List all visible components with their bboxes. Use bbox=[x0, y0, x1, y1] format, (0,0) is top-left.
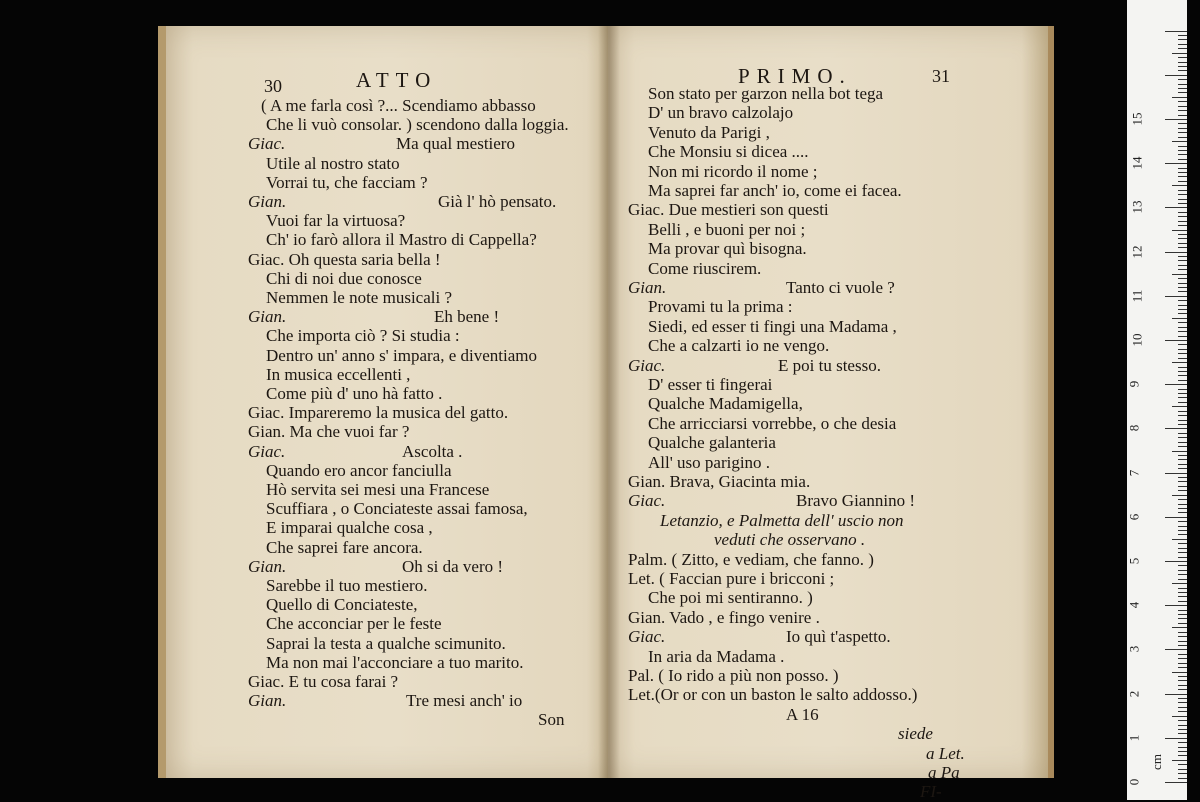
ruler-tick bbox=[1178, 557, 1187, 558]
ruler-tick bbox=[1178, 327, 1187, 328]
ruler-tick bbox=[1178, 397, 1187, 398]
text-line: Che a calzarti io ne vengo. bbox=[648, 336, 830, 356]
text-line: Vuoi far la virtuosa? bbox=[266, 211, 406, 231]
ruler-tick bbox=[1172, 185, 1187, 186]
ruler-number: 0 bbox=[1126, 778, 1142, 786]
ruler-tick bbox=[1178, 238, 1187, 239]
ruler-tick bbox=[1178, 446, 1187, 447]
ruler-tick bbox=[1178, 596, 1187, 597]
ruler-tick bbox=[1178, 291, 1187, 292]
ruler-tick bbox=[1178, 199, 1187, 200]
ruler-tick bbox=[1178, 88, 1187, 89]
ruler-tick bbox=[1178, 610, 1187, 611]
ruler-tick bbox=[1172, 583, 1187, 584]
text-line: Quando ero ancor fanciulla bbox=[266, 460, 452, 480]
ruler-tick bbox=[1165, 694, 1187, 695]
ruler-number: 12 bbox=[1129, 245, 1145, 259]
ruler-tick bbox=[1172, 274, 1187, 275]
text-line: Giac. bbox=[248, 441, 286, 461]
ruler-tick bbox=[1165, 517, 1187, 518]
page-number: 30 bbox=[264, 76, 282, 96]
ruler-tick bbox=[1165, 428, 1187, 429]
text-line: Bravo Giannino ! bbox=[796, 491, 915, 511]
ruler-tick bbox=[1178, 526, 1187, 527]
ruler-tick bbox=[1178, 641, 1187, 642]
text-line: Gian. bbox=[248, 691, 287, 711]
ruler-tick bbox=[1178, 729, 1187, 730]
ruler-tick bbox=[1178, 579, 1187, 580]
ruler-tick bbox=[1172, 716, 1187, 717]
ruler-tick bbox=[1172, 495, 1187, 496]
ruler-tick bbox=[1178, 490, 1187, 491]
text-line: Venuto da Parigi , bbox=[648, 122, 770, 142]
text-line: Come riuscirem. bbox=[648, 258, 762, 278]
ruler-tick bbox=[1178, 287, 1187, 288]
ruler-tick bbox=[1178, 168, 1187, 169]
ruler-tick bbox=[1178, 751, 1187, 752]
text-line: D' un bravo calzolajo bbox=[648, 103, 794, 123]
ruler-tick bbox=[1165, 649, 1187, 650]
ruler-tick bbox=[1178, 725, 1187, 726]
text-line: Non mi ricordo il nome ; bbox=[648, 161, 818, 181]
ruler-tick bbox=[1178, 574, 1187, 575]
ruler-tick bbox=[1178, 592, 1187, 593]
ruler-tick bbox=[1178, 534, 1187, 535]
text-line: In musica eccellenti , bbox=[266, 364, 411, 384]
ruler-tick bbox=[1178, 70, 1187, 71]
ruler-tick bbox=[1172, 406, 1187, 407]
text-line: Io quì t'aspetto. bbox=[786, 627, 891, 647]
text-line: D' esser ti fingerai bbox=[648, 375, 773, 394]
ruler-tick bbox=[1178, 176, 1187, 177]
ruler-tick bbox=[1178, 680, 1187, 681]
running-header: PRIMO. bbox=[738, 64, 852, 88]
text-line: Tre mesi anch' io bbox=[406, 691, 523, 711]
ruler-tick bbox=[1178, 106, 1187, 107]
ruler-tick bbox=[1178, 247, 1187, 248]
ruler-tick bbox=[1178, 101, 1187, 102]
ruler-number: 6 bbox=[1126, 513, 1142, 521]
text-line: Let. ( Faccian pure i bricconi ; bbox=[628, 569, 835, 588]
text-line: Che arricciarsi vorrebbe, o che desia bbox=[648, 413, 897, 433]
ruler-tick bbox=[1178, 389, 1187, 390]
text-line: Pal. ( Io rido a più non posso. ) bbox=[628, 666, 839, 685]
ruler-tick bbox=[1178, 123, 1187, 124]
text-line: Dentro un' anno s' impara, e diventiamo bbox=[266, 345, 537, 365]
ruler-tick bbox=[1178, 764, 1187, 765]
text-line: Che poi mi sentiranno. ) bbox=[648, 588, 813, 608]
side-note: FI- bbox=[920, 782, 942, 802]
text-line: Ch' io farò allora il Mastro di Cappella? bbox=[266, 230, 537, 250]
ruler-tick bbox=[1178, 552, 1187, 553]
ruler-tick bbox=[1178, 154, 1187, 155]
text-line: Che acconciar per le feste bbox=[266, 614, 442, 634]
ruler-tick bbox=[1165, 163, 1187, 164]
measuring-ruler bbox=[1127, 0, 1187, 800]
text-line: Gian. bbox=[248, 192, 287, 211]
text-line: Ma non mai l'acconciare a tuo marito. bbox=[266, 652, 524, 672]
ruler-tick bbox=[1178, 698, 1187, 699]
text-line: Saprai la testa a qualche scimunito. bbox=[266, 633, 506, 653]
text-line: Giac. bbox=[628, 491, 666, 511]
ruler-tick bbox=[1178, 150, 1187, 151]
ruler-number: 15 bbox=[1129, 112, 1145, 126]
ruler-tick bbox=[1178, 464, 1187, 465]
ruler-tick bbox=[1178, 711, 1187, 712]
text-line: Tanto ci vuole ? bbox=[786, 278, 895, 297]
right-page bbox=[608, 26, 1054, 802]
ruler-tick bbox=[1172, 141, 1187, 142]
ruler-tick bbox=[1178, 353, 1187, 354]
ruler-tick bbox=[1178, 623, 1187, 624]
ruler-tick bbox=[1178, 424, 1187, 425]
ruler-tick bbox=[1178, 84, 1187, 85]
text-line: Come più d' uno hà fatto . bbox=[266, 384, 443, 403]
ruler-tick bbox=[1165, 296, 1187, 297]
ruler-tick bbox=[1178, 486, 1187, 487]
ruler-tick bbox=[1178, 92, 1187, 93]
ruler-tick bbox=[1178, 39, 1187, 40]
ruler-tick bbox=[1172, 627, 1187, 628]
text-line: Che Monsiu si dicea .... bbox=[648, 142, 809, 162]
page-number: 31 bbox=[932, 66, 950, 86]
side-note: a Let. bbox=[926, 743, 965, 763]
ruler-tick bbox=[1178, 269, 1187, 270]
ruler-tick bbox=[1178, 415, 1187, 416]
ruler-tick bbox=[1178, 755, 1187, 756]
text-line: Ascolta . bbox=[402, 441, 463, 461]
ruler-tick bbox=[1178, 256, 1187, 257]
ruler-tick bbox=[1172, 362, 1187, 363]
ruler-tick bbox=[1178, 367, 1187, 368]
ruler-tick bbox=[1178, 79, 1187, 80]
ruler-tick bbox=[1178, 260, 1187, 261]
ruler-number: 11 bbox=[1129, 289, 1145, 303]
left-page bbox=[158, 26, 614, 778]
text-line: E poi tu stesso. bbox=[778, 355, 881, 375]
text-line: Qualche galanteria bbox=[648, 433, 776, 453]
ruler-tick bbox=[1178, 769, 1187, 770]
text-line: Ma provar quì bisogna. bbox=[648, 239, 807, 259]
ruler-number: 13 bbox=[1129, 200, 1145, 214]
ruler-tick bbox=[1178, 733, 1187, 734]
ruler-tick bbox=[1178, 313, 1187, 314]
ruler-tick bbox=[1178, 393, 1187, 394]
ruler-tick bbox=[1178, 265, 1187, 266]
text-line: Giac. E tu cosa farai ? bbox=[248, 672, 399, 691]
ruler-tick bbox=[1178, 420, 1187, 421]
ruler-tick bbox=[1178, 402, 1187, 403]
ruler-tick bbox=[1178, 283, 1187, 284]
ruler-tick bbox=[1178, 190, 1187, 191]
text-line: All' uso parigino . bbox=[648, 452, 771, 472]
ruler-tick bbox=[1178, 663, 1187, 664]
text-line: Ma saprei far anch' io, come ei facea. bbox=[648, 181, 902, 200]
ruler-tick bbox=[1178, 358, 1187, 359]
ruler-number: 5 bbox=[1126, 557, 1142, 565]
ruler-tick bbox=[1165, 340, 1187, 341]
ruler-tick bbox=[1178, 477, 1187, 478]
ruler-tick bbox=[1178, 221, 1187, 222]
text-line: Giac. Oh questa saria bella ! bbox=[248, 249, 441, 269]
text-line: Nemmen le note musicali ? bbox=[266, 288, 452, 307]
ruler-tick bbox=[1172, 760, 1187, 761]
ruler-tick bbox=[1178, 48, 1187, 49]
ruler-tick bbox=[1178, 676, 1187, 677]
text-line: Quello di Conciateste, bbox=[266, 595, 418, 615]
ruler-tick bbox=[1178, 459, 1187, 460]
ruler-tick bbox=[1178, 371, 1187, 372]
text-line: Belli , e buoni per noi ; bbox=[648, 219, 806, 239]
ruler-tick bbox=[1178, 433, 1187, 434]
text-line: Utile al nostro stato bbox=[266, 153, 400, 173]
ruler-tick bbox=[1178, 115, 1187, 116]
ruler-tick bbox=[1178, 685, 1187, 686]
text-line: Letanzio, e Palmetta dell' uscio non bbox=[660, 510, 904, 530]
ruler-tick bbox=[1178, 530, 1187, 531]
text-line: Son bbox=[538, 710, 565, 730]
text-line: Let.(Or or con un baston le salto addosso.) bbox=[628, 685, 918, 705]
text-line: Giac. Impareremo la musica del gatto. bbox=[248, 403, 509, 423]
ruler-number: 9 bbox=[1126, 380, 1142, 388]
ruler-tick bbox=[1178, 601, 1187, 602]
ruler-number: 1 bbox=[1126, 734, 1142, 742]
ruler-tick bbox=[1178, 57, 1187, 58]
ruler-tick bbox=[1178, 499, 1187, 500]
text-line: Gian. Vado , e fingo venire . bbox=[628, 607, 820, 627]
side-note: a Pa bbox=[928, 763, 960, 782]
ruler-tick bbox=[1178, 481, 1187, 482]
ruler-tick bbox=[1178, 707, 1187, 708]
ruler-tick bbox=[1178, 336, 1187, 337]
text-line: Son stato per garzon nella bot tega bbox=[648, 84, 884, 103]
ruler-tick bbox=[1178, 570, 1187, 571]
ruler-tick bbox=[1178, 411, 1187, 412]
ruler-tick bbox=[1178, 742, 1187, 743]
ruler-tick bbox=[1178, 234, 1187, 235]
ruler-tick bbox=[1178, 344, 1187, 345]
ruler-tick bbox=[1165, 473, 1187, 474]
ruler-tick bbox=[1178, 504, 1187, 505]
text-line: ( A me farla così ?... Scendiamo abbasso bbox=[261, 96, 536, 115]
ruler-tick bbox=[1178, 548, 1187, 549]
ruler-tick bbox=[1178, 243, 1187, 244]
text-line: Palm. ( Zitto, e vediam, che fanno. ) bbox=[628, 549, 874, 569]
ruler-tick bbox=[1178, 225, 1187, 226]
ruler-tick bbox=[1178, 543, 1187, 544]
text-line: Gian. bbox=[248, 307, 287, 327]
ruler-tick bbox=[1165, 782, 1187, 783]
ruler-tick bbox=[1178, 44, 1187, 45]
ruler-tick bbox=[1178, 512, 1187, 513]
ruler-tick bbox=[1178, 508, 1187, 509]
side-note: siede bbox=[898, 724, 933, 744]
ruler-tick bbox=[1172, 318, 1187, 319]
ruler-tick bbox=[1178, 588, 1187, 589]
ruler-tick bbox=[1172, 672, 1187, 673]
ruler-tick bbox=[1178, 468, 1187, 469]
ruler-tick bbox=[1178, 618, 1187, 619]
ruler-tick bbox=[1178, 331, 1187, 332]
ruler-tick bbox=[1178, 62, 1187, 63]
ruler-unit: cm bbox=[1148, 753, 1164, 770]
ruler-tick bbox=[1178, 565, 1187, 566]
ruler-number: 14 bbox=[1129, 156, 1145, 170]
ruler-tick bbox=[1178, 35, 1187, 36]
text-line: In aria da Madama . bbox=[648, 646, 785, 666]
text-line: Eh bene ! bbox=[434, 307, 500, 327]
text-line: Che saprei fare ancora. bbox=[266, 537, 423, 557]
ruler-tick bbox=[1178, 181, 1187, 182]
ruler-number: 3 bbox=[1126, 646, 1142, 653]
ruler-tick bbox=[1178, 66, 1187, 67]
ruler-tick bbox=[1178, 278, 1187, 279]
ruler-tick bbox=[1178, 667, 1187, 668]
ruler-tick bbox=[1178, 216, 1187, 217]
text-line: Che importa ciò ? Si studia : bbox=[266, 326, 460, 346]
text-line: Scuffiara , o Conciateste assai famosa, bbox=[266, 499, 528, 519]
ruler-tick bbox=[1165, 252, 1187, 253]
ruler-tick bbox=[1178, 720, 1187, 721]
ruler-tick bbox=[1172, 97, 1187, 98]
ruler-tick bbox=[1178, 146, 1187, 147]
ruler-tick bbox=[1178, 521, 1187, 522]
text-line: Ma qual mestiero bbox=[396, 134, 515, 154]
text-line: Giac. bbox=[248, 134, 286, 154]
ruler-tick bbox=[1178, 778, 1187, 779]
book-gutter bbox=[598, 26, 620, 778]
ruler-tick bbox=[1165, 75, 1187, 76]
text-line: Giac. Due mestieri son questi bbox=[628, 200, 829, 220]
ruler-tick bbox=[1172, 230, 1187, 231]
text-line: Gian. Ma che vuoi far ? bbox=[248, 422, 410, 442]
ruler-tick bbox=[1165, 207, 1187, 208]
ruler-tick bbox=[1178, 309, 1187, 310]
ruler-tick bbox=[1178, 442, 1187, 443]
ruler-tick bbox=[1178, 194, 1187, 195]
running-header: ATTO bbox=[356, 68, 438, 92]
ruler-number: 7 bbox=[1126, 469, 1142, 476]
open-book bbox=[158, 26, 1048, 802]
ruler-tick bbox=[1178, 689, 1187, 690]
ruler-number: 8 bbox=[1126, 425, 1142, 432]
text-line: Provami tu la prima : bbox=[648, 297, 793, 317]
ruler-tick bbox=[1178, 375, 1187, 376]
ruler-tick bbox=[1165, 605, 1187, 606]
ruler-tick bbox=[1178, 437, 1187, 438]
text-line: A 16 bbox=[786, 704, 819, 724]
ruler-tick bbox=[1178, 203, 1187, 204]
text-line: Sarebbe il tuo mestiero. bbox=[266, 576, 428, 595]
ruler-tick bbox=[1165, 384, 1187, 385]
text-line: Qualche Madamigella, bbox=[648, 394, 803, 414]
ruler-tick bbox=[1165, 119, 1187, 120]
ruler-tick bbox=[1165, 561, 1187, 562]
text-line: Gian. bbox=[628, 278, 667, 297]
text-line: Vorrai tu, che facciam ? bbox=[266, 172, 428, 192]
ruler-tick bbox=[1172, 539, 1187, 540]
ruler-tick bbox=[1178, 212, 1187, 213]
text-line: Giac. bbox=[628, 355, 666, 375]
ruler-tick bbox=[1178, 349, 1187, 350]
text-line: Chi di noi due conosce bbox=[266, 268, 422, 288]
ruler-tick bbox=[1178, 159, 1187, 160]
text-line: Che li vuò consolar. ) scendono dalla loggia. bbox=[266, 115, 569, 135]
ruler-tick bbox=[1172, 451, 1187, 452]
ruler-tick bbox=[1178, 172, 1187, 173]
text-line: Già l' hò pensato. bbox=[438, 192, 557, 211]
text-line: veduti che osservano . bbox=[714, 530, 866, 550]
ruler-tick bbox=[1165, 738, 1187, 739]
ruler-tick bbox=[1178, 632, 1187, 633]
ruler-number: 10 bbox=[1129, 333, 1145, 347]
text-line: Gian. Brava, Giacinta mia. bbox=[628, 472, 811, 491]
ruler-tick bbox=[1172, 53, 1187, 54]
ruler-tick bbox=[1178, 645, 1187, 646]
ruler-tick bbox=[1178, 614, 1187, 615]
ruler-tick bbox=[1165, 31, 1187, 32]
ruler-tick bbox=[1178, 137, 1187, 138]
text-line: E imparai qualche cosa , bbox=[266, 518, 433, 538]
ruler-tick bbox=[1178, 305, 1187, 306]
ruler-tick bbox=[1178, 773, 1187, 774]
ruler-tick bbox=[1178, 636, 1187, 637]
ruler-tick bbox=[1178, 132, 1187, 133]
ruler-number: 4 bbox=[1126, 601, 1142, 609]
text-line: Siedi, ed esser ti fingi una Madama , bbox=[648, 316, 897, 336]
ruler-tick bbox=[1178, 322, 1187, 323]
text-line: Hò servita sei mesi una Francese bbox=[266, 480, 490, 499]
ruler-tick bbox=[1178, 658, 1187, 659]
ruler-tick bbox=[1178, 380, 1187, 381]
ruler-tick bbox=[1178, 455, 1187, 456]
ruler-tick bbox=[1178, 747, 1187, 748]
text-line: Giac. bbox=[628, 627, 666, 647]
ruler-tick bbox=[1178, 702, 1187, 703]
ruler-tick bbox=[1178, 654, 1187, 655]
text-line: Gian. bbox=[248, 556, 287, 576]
ruler-tick bbox=[1178, 110, 1187, 111]
ruler-tick bbox=[1178, 128, 1187, 129]
ruler-tick bbox=[1178, 300, 1187, 301]
text-line: Oh si da vero ! bbox=[402, 556, 504, 576]
ruler-number: 2 bbox=[1126, 690, 1142, 697]
